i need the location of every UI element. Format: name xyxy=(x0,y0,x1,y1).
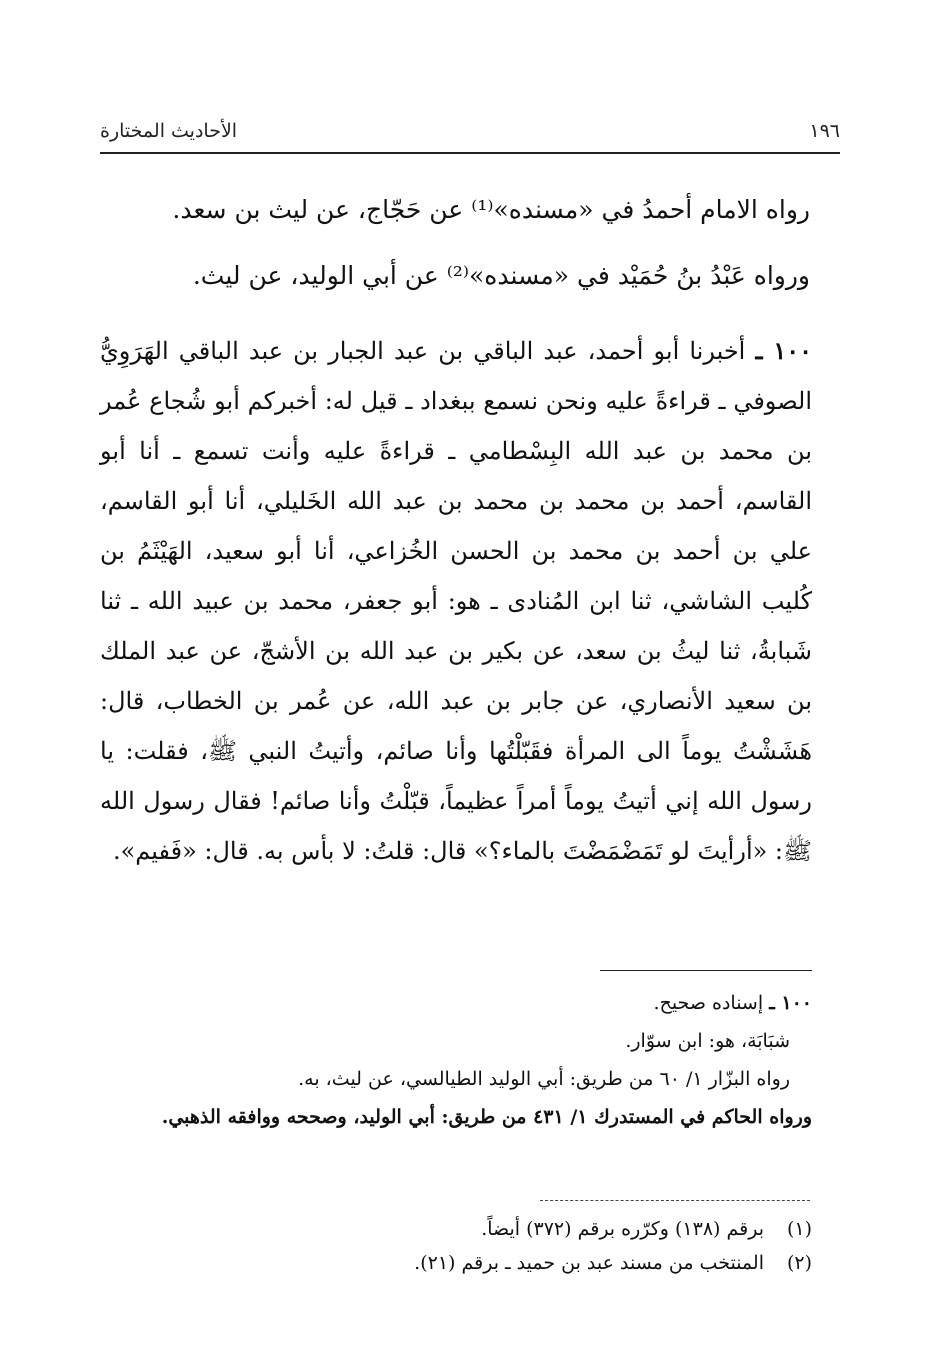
page-number: ١٩٦ xyxy=(809,120,840,142)
book-title: الأحاديث المختارة xyxy=(100,120,238,142)
hadith-number: ١٠٠ ـ xyxy=(755,336,813,365)
notes-heading: إسناده صحيح. xyxy=(653,992,764,1014)
notes-line-3: ورواه الحاكم في المستدرك ١/ ٤٣١ من طريق: أبي الوليد، وصححه ووافقه الذهبي. xyxy=(161,1106,812,1128)
footnote-2-number: (٢) xyxy=(786,1252,812,1274)
hadith-notes xyxy=(100,984,812,1136)
hadith-paragraph xyxy=(100,326,812,876)
lead-line-1: رواه الامام أحمدُ في «مسنده»⁽¹⁾ عن حَجّاج، عن ليث بن سعد. xyxy=(172,195,810,224)
footnotes xyxy=(300,1212,812,1280)
header-rule xyxy=(100,152,840,154)
footnote-separator xyxy=(540,1200,810,1201)
notes-separator xyxy=(600,970,812,971)
lead-line-2: ورواه عَبْدُ بنُ حُمَيْد في «مسنده»⁽²⁾ عن أبي الوليد، عن ليث. xyxy=(192,261,810,290)
hadith-text: أخبرنا أبو أحمد، عبد الباقي بن عبد الجبار بن عبد الباقي الهَرَوِيُّ الصوفي ـ قراءةً عليه ونحن نسمع ببغداد ـ قيل له: أخبركم أبو شُجاع عُمر بن محمد بن عبد الله البِسْطامي ـ قراءةً عليه وأنت تسمع ـ أنا أبو القاسم، أحمد بن محمد بن محمد بن عبد الله الخَليلي، أنا أبو القاسم، علي بن أحمد بن محمد بن الحسن الخُزاعي، أنا أبو سعيد، الهَيْثَمُ بن كُليب الشاشي، ثنا ابن المُنادى ـ هو: أبو جعفر، محمد بن عبيد الله ـ ثنا شَبابةُ، ثنا ليثُ بن سعد، عن بكير بن عبد الله بن الأشجّ، عن عبد الملك بن سعيد الأنصاري، عن جابر بن عبد الله، عن عُمر بن الخطاب، قال: هَشَشْتُ يوماً الى المرأة فقَبّلْتُها وأنا صائم، وأتيتُ النبي ﷺ، فقلت: يا رسول الله إني أتيتُ يوماً أمراً عظيماً، قبّلْتُ وأنا صائم! فقال رسول الله ﷺ: «أرأيتَ لو تَمَضْمَضْتَ بالماء؟» قال: قلتُ: لا بأس به. قال: «فَفيم». xyxy=(100,337,812,865)
notes-heading-line xyxy=(100,984,812,1022)
footnote-2 xyxy=(300,1246,812,1280)
notes-number: ١٠٠ ـ xyxy=(769,992,812,1014)
footnote-1 xyxy=(300,1212,812,1246)
footnote-2-text: المنتخب من مسند عبد بن حميد ـ برقم (٢١). xyxy=(414,1252,764,1274)
footnote-1-text: برقم (١٣٨) وكرّره برقم (٣٧٢) أيضاً. xyxy=(481,1218,764,1240)
notes-line-2: رواه البزّار ١/ ٦٠ من طريق: أبي الوليد الطيالسي، عن ليث، به. xyxy=(298,1068,790,1090)
running-header xyxy=(100,112,840,142)
footnote-1-number: (١) xyxy=(786,1218,812,1240)
notes-line-1: شبَابَة، هو: ابن سوّار. xyxy=(625,1030,790,1052)
